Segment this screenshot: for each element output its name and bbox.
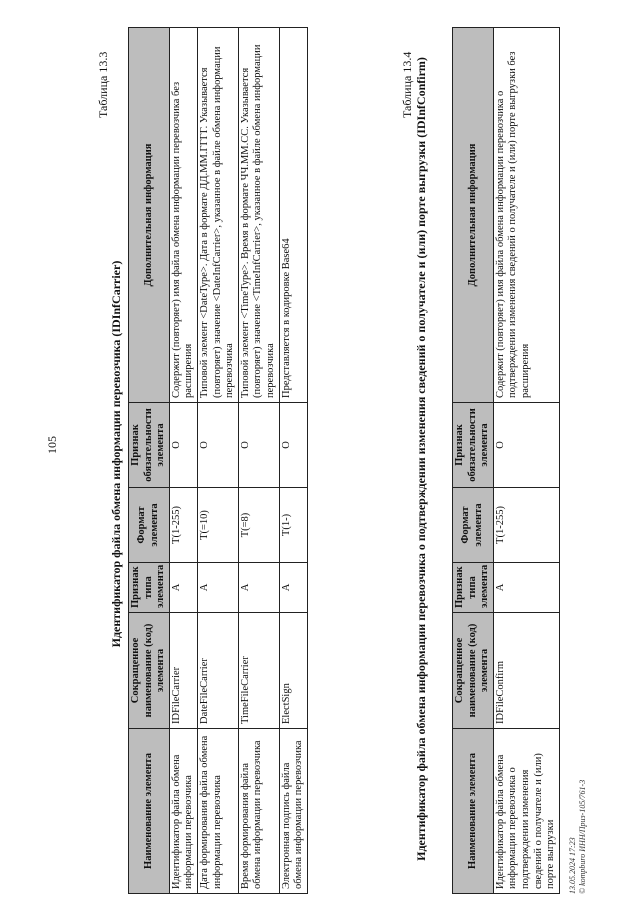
table-cell: Электронная подпись файла обмена информации перевозчика <box>279 729 307 894</box>
table-cell: О <box>238 403 279 488</box>
table-cell: T(1-255) <box>169 488 197 563</box>
column-header: Дополнительная информация <box>129 28 170 403</box>
column-header: Признак обязательности элемента <box>129 403 170 488</box>
table-cell: T(1-) <box>279 488 307 563</box>
table-cell: IDFileConfirm <box>493 613 559 729</box>
table-cell: T(1-255) <box>493 488 559 563</box>
table-cell: О <box>169 403 197 488</box>
column-header: Признак обязательности элемента <box>453 403 494 488</box>
table-cell: T(=8) <box>238 488 279 563</box>
table-cell: Содержит (повторяет) имя файла обмена информации перевозчика без расширения <box>169 28 197 403</box>
page-number: 105 <box>45 436 59 454</box>
table-row <box>169 28 197 894</box>
footer-line: 13.05.2024 17:23 <box>568 837 577 894</box>
table-cell: А <box>493 563 559 613</box>
table-cell: А <box>279 563 307 613</box>
data-table <box>128 27 308 894</box>
table-cell: А <box>197 563 238 613</box>
table-cell: Содержит (повторяет) имя файла обмена информации перевозчика о подтверждении изменения сведений о получателе и (или) порте выгрузки без расширения <box>493 28 559 403</box>
table-cell: О <box>197 403 238 488</box>
table-cell: Идентификатор файла обмена информации перевозчика о подтверждении изменения сведений о получателе и (или) порте выгрузки <box>493 729 559 894</box>
table-cell: А <box>169 563 197 613</box>
footer-stamp <box>568 780 588 894</box>
column-header: Признак типа элемента <box>129 563 170 613</box>
table-number: Таблица 13.4 <box>400 51 414 118</box>
table-cell: Представляется в кодировке Base64 <box>279 28 307 403</box>
table-number: Таблица 13.3 <box>96 51 110 118</box>
table-row <box>197 28 238 894</box>
table-title: Идентификатор файла обмена информации перевозчика (IDInfCarrier) <box>109 260 123 648</box>
footer-line: © kompburo ИНН/Приз-105/761-3 <box>578 779 587 894</box>
data-table <box>452 27 560 894</box>
table-row <box>238 28 279 894</box>
column-header: Дополнительная информация <box>453 28 494 403</box>
column-header: Сокращенное наименование (код) элемента <box>129 613 170 729</box>
table-cell: Типовой элемент <TimeType>. Время в формате ЧЧ.ММ.СС. Указывается (повторяет) значение <TimeInfCarrier>, указанное в файле обмена информации перевозчика <box>238 28 279 403</box>
column-header: Наименование элемента <box>129 729 170 894</box>
table-cell: IDFileCarrier <box>169 613 197 729</box>
column-header: Сокращенное наименование (код) элемента <box>453 613 494 729</box>
table-cell: Идентификатор файла обмена информации перевозчика <box>169 729 197 894</box>
table-cell: А <box>238 563 279 613</box>
table-cell: Время формирования файла обмена информации перевозчика <box>238 729 279 894</box>
table-row <box>493 28 559 894</box>
table-title: Идентификатор файла обмена информации перевозчика о подтверждении изменения сведений о получателе и (или) порте выгрузки (IDInfConfirm) <box>414 57 428 861</box>
table-row <box>279 28 307 894</box>
column-header: Наименование элемента <box>453 729 494 894</box>
table-cell: О <box>279 403 307 488</box>
table-cell: Дата формирования файла обмена информации перевозчика <box>197 729 238 894</box>
table-header-row <box>129 28 170 894</box>
table-cell: О <box>493 403 559 488</box>
table-cell: ElectSign <box>279 613 307 729</box>
table-cell: DateFileCarrier <box>197 613 238 729</box>
column-header: Формат элемента <box>129 488 170 563</box>
table-cell: TimeFileCarrier <box>238 613 279 729</box>
table-header-row <box>453 28 494 894</box>
column-header: Признак типа элемента <box>453 563 494 613</box>
table-cell: T(=10) <box>197 488 238 563</box>
table-cell: Типовой элемент <DateType>. Дата в формате ДД.ММ.ГГГГ. Указывается (повторяет) значение <DateInfCarrier>, указанное в файле обмена информации перевозчика <box>197 28 238 403</box>
column-header: Формат элемента <box>453 488 494 563</box>
